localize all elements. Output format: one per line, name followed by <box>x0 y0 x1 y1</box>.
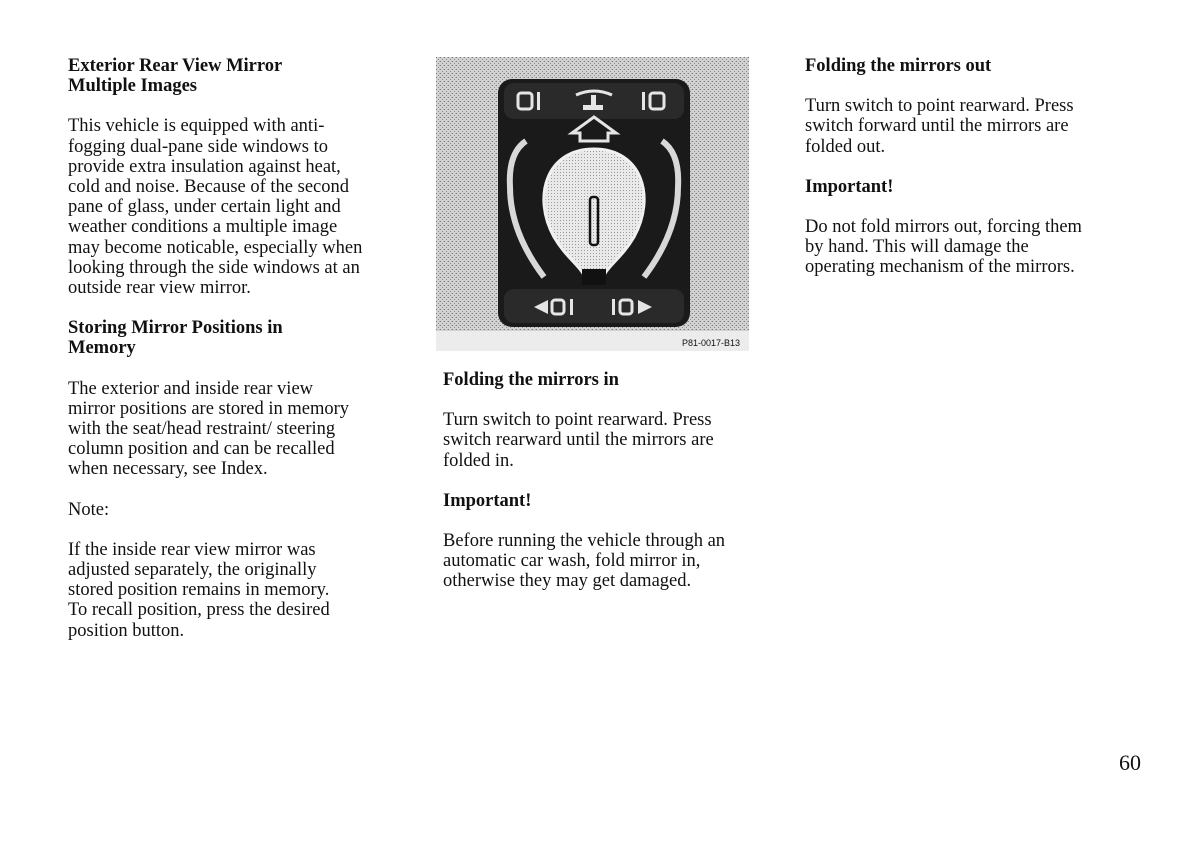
heading-folding-out: Folding the mirrors out <box>805 56 992 76</box>
column-middle <box>443 370 783 612</box>
paragraph-multiple-images: This vehicle is equipped with anti- fogging dual-pane side windows to provide extra insulation against heat, cold and noise. Because of the second pane of glass, under certain light and weather conditions a multiple image may become noticable, especially when looking through the side windows at an outside rear view mirror. <box>68 116 363 299</box>
page-number: 60 <box>1119 750 1141 775</box>
heading-important-2: Important! <box>805 176 894 197</box>
column-right <box>805 56 1135 298</box>
heading-multiple-images: Exterior Rear View Mirror Multiple Images <box>68 56 283 97</box>
heading-important-1: Important! <box>443 490 532 511</box>
mirror-switch-icon <box>436 57 749 351</box>
paragraph-folding-out: Turn switch to point rearward. Press switch forward until the mirrors are folded out. <box>805 96 1074 157</box>
figure-code: P81-0017-B13 <box>682 338 741 348</box>
heading-storing-positions: Storing Mirror Positions in Memory <box>68 318 283 359</box>
heading-folding-in: Folding the mirrors in <box>443 370 619 390</box>
paragraph-important-2: Do not fold mirrors out, forcing them by hand. This will damage the operating mechanism of the mirrors. <box>805 217 1082 278</box>
paragraph-important-1: Before running the vehicle through an automatic car wash, fold mirror in, otherwise they may get damaged. <box>443 531 726 592</box>
paragraph-storing-positions: The exterior and inside rear view mirror positions are stored in memory with the seat/head restraint/ steering column position and can be recalled when necessary, see Index. <box>68 378 350 480</box>
mirror-switch-figure <box>436 57 749 351</box>
paragraph-folding-in: Turn switch to point rearward. Press switch rearward until the mirrors are folded in. <box>443 410 714 471</box>
column-left <box>68 56 408 661</box>
paragraph-note: If the inside rear view mirror was adjusted separately, the originally stored position remains in memory. To recall position, press the desired position button. <box>68 539 330 641</box>
note-label: Note: <box>68 499 110 520</box>
